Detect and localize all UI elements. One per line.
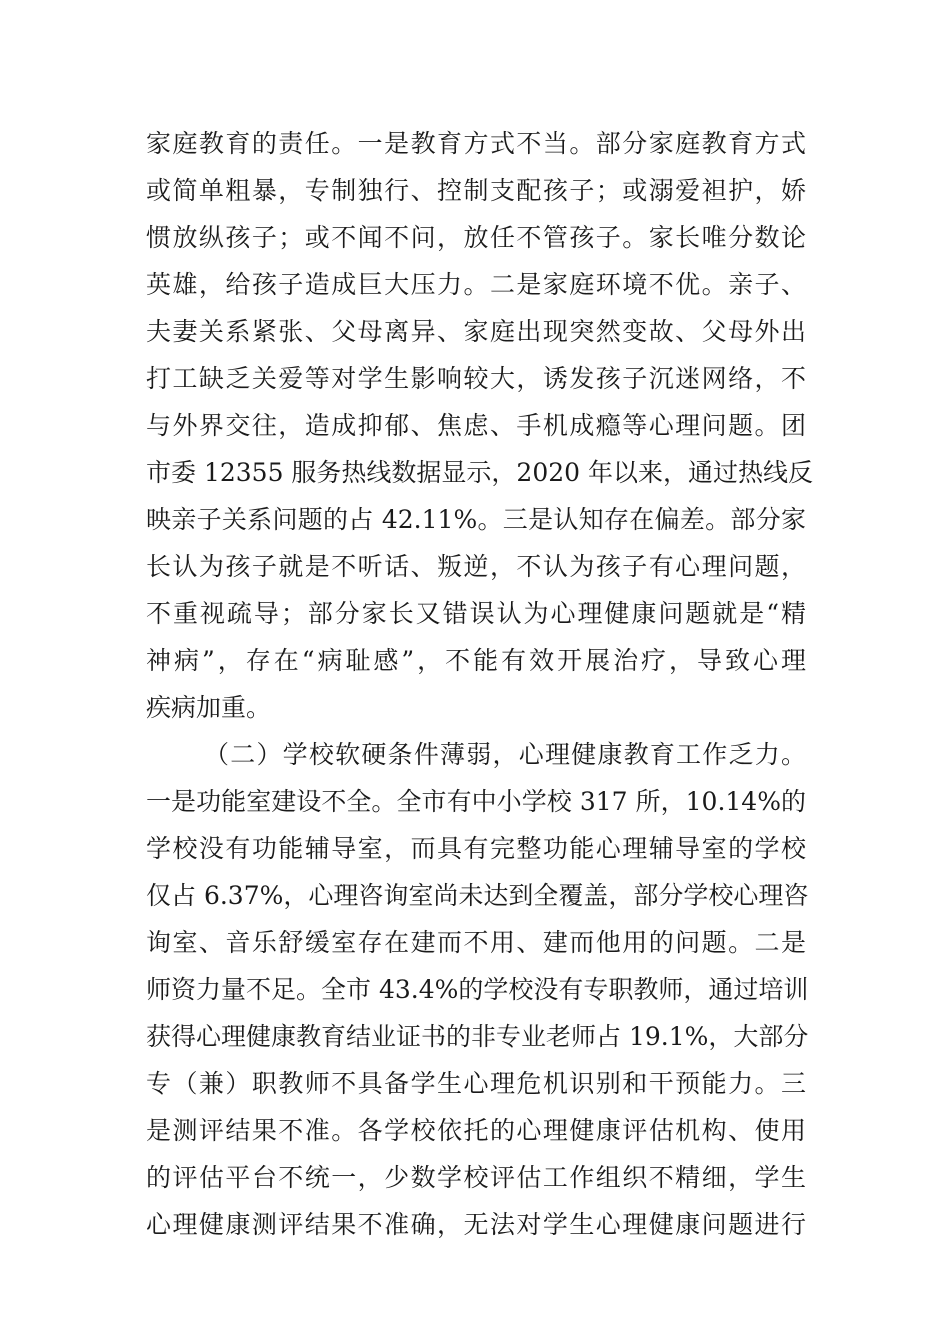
body-text xyxy=(146,120,813,1248)
section-heading: （二）学校软硬条件薄弱，心理健康教育工作乏力。 xyxy=(204,740,806,769)
text-line: 夫妻关系紧张、父母离异、家庭出现突然变故、父母外出 xyxy=(146,317,806,346)
text-line: 专（兼）职教师不具备学生心理危机识别和干预能力。三 xyxy=(146,1069,806,1098)
text-line: 的评估平台不统一，少数学校评估工作组织不精细，学生 xyxy=(146,1163,806,1192)
text-line: 学校没有功能辅导室，而具有完整功能心理辅导室的学校 xyxy=(146,834,806,863)
text-line: 询室、音乐舒缓室存在建而不用、建而他用的问题。二是 xyxy=(146,928,806,957)
text-line: 心理健康测评结果不准确，无法对学生心理健康问题进行 xyxy=(146,1210,806,1239)
text-line: 长认为孩子就是不听话、叛逆，不认为孩子有心理问题， xyxy=(146,552,806,581)
text-line: 家庭教育的责任。一是教育方式不当。部分家庭教育方式 xyxy=(146,129,806,158)
text-line: 是测评结果不准。各学校依托的心理健康评估机构、使用 xyxy=(146,1116,806,1145)
text-line: 或简单粗暴，专制独行、控制支配孩子；或溺爱袒护，娇 xyxy=(146,176,806,205)
text-line: 映亲子关系问题的占 42.11%。三是认知存在偏差。部分家 xyxy=(146,505,806,534)
text-line: 打工缺乏关爱等对学生影响较大，诱发孩子沉迷网络，不 xyxy=(146,364,806,393)
text-line: 师资力量不足。全市 43.4%的学校没有专职教师，通过培训 xyxy=(146,975,809,1004)
text-line: 一是功能室建设不全。全市有中小学校 317 所，10.14%的 xyxy=(146,787,806,816)
text-line: 获得心理健康教育结业证书的非专业老师占 19.1%，大部分 xyxy=(146,1022,809,1051)
text-line: 神病”，存在“病耻感”，不能有效开展治疗，导致心理 xyxy=(146,646,806,675)
text-line: 惯放纵孩子；或不闻不问，放任不管孩子。家长唯分数论 xyxy=(146,223,806,252)
text-line: 仅占 6.37%，心理咨询室尚未达到全覆盖，部分学校心理咨 xyxy=(146,881,809,910)
text-line: 与外界交往，造成抑郁、焦虑、手机成瘾等心理问题。团 xyxy=(146,411,806,440)
text-line: 疾病加重。 xyxy=(146,693,272,722)
text-line: 英雄，给孩子造成巨大压力。二是家庭环境不优。亲子、 xyxy=(146,270,806,299)
text-line: 市委 12355 服务热线数据显示，2020 年以来，通过热线反 xyxy=(146,458,813,487)
text-line: 不重视疏导；部分家长又错误认为心理健康问题就是“精 xyxy=(146,599,806,628)
